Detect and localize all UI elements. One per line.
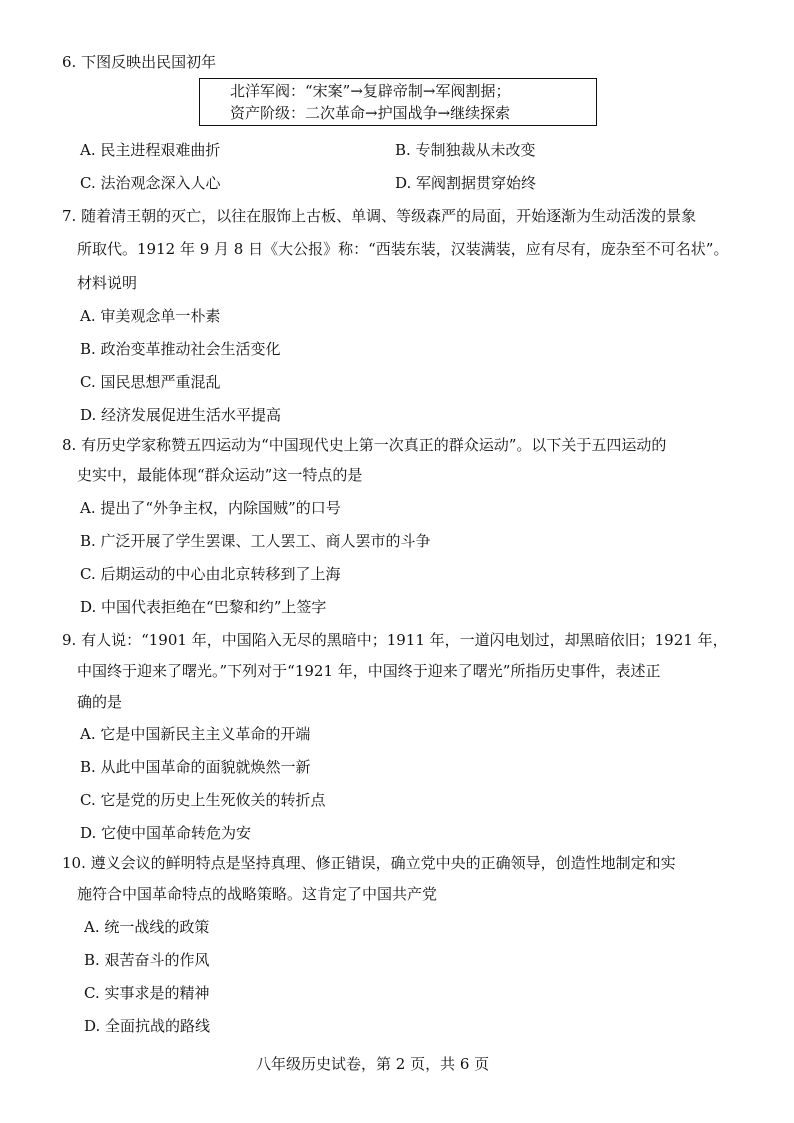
q10-option-c: C. 实事求是的精神 bbox=[84, 984, 210, 1002]
page-footer: 八年级历史试卷，第 2 页，共 6 页 bbox=[256, 1055, 490, 1073]
q6-material-box bbox=[199, 78, 597, 126]
q6-option-c: C. 法治观念深入人心 bbox=[80, 174, 221, 192]
q7-stem-line-1: 7. 随着清王朝的灭亡，以往在服饰上古板、单调、等级森严的局面，开始逐渐为生动活泼的景象 bbox=[62, 207, 697, 225]
q10-option-d: D. 全面抗战的路线 bbox=[84, 1017, 211, 1035]
q9-option-c: C. 它是党的历史上生死攸关的转折点 bbox=[80, 791, 326, 809]
q8-option-d: D. 中国代表拒绝在“巴黎和约”上签字 bbox=[80, 598, 327, 616]
q10-option-b: B. 艰苦奋斗的作风 bbox=[84, 951, 210, 969]
q7-option-b: B. 政治变革推动社会生活变化 bbox=[80, 340, 281, 358]
q7-stem-line-2: 所取代。1912 年 9 月 8 日《大公报》称：“西装东装，汉装满装，应有尽有，庞杂至不可名状”。 bbox=[77, 240, 729, 258]
q8-option-c: C. 后期运动的中心由北京转移到了上海 bbox=[80, 565, 341, 583]
q8-option-b: B. 广泛开展了学生罢课、工人罢工、商人罢市的斗争 bbox=[80, 532, 431, 550]
q7-option-c: C. 国民思想严重混乱 bbox=[80, 373, 221, 391]
q6-stem: 6. 下图反映出民国初年 bbox=[62, 53, 217, 71]
q6-box-line-2: 资产阶级：二次革命→护国战争→继续探索 bbox=[230, 104, 511, 122]
q8-stem-line-2: 史实中，最能体现“群众运动”这一特点的是 bbox=[77, 466, 363, 484]
q9-option-d: D. 它使中国革命转危为安 bbox=[80, 824, 252, 842]
q9-stem-line-1: 9. 有人说：“1901 年，中国陷入无尽的黑暗中；1911 年，一道闪电划过，却黑暗依旧；1921 年， bbox=[62, 631, 728, 649]
q6-option-d: D. 军阀割据贯穿始终 bbox=[395, 174, 537, 192]
q10-stem-line-1: 10. 遵义会议的鲜明特点是坚持真理、修正错误，确立党中央的正确领导，创造性地制定和实 bbox=[62, 854, 676, 872]
q8-stem-line-1: 8. 有历史学家称赞五四运动为“中国现代史上第一次真正的群众运动”。以下关于五四运动的 bbox=[62, 436, 667, 454]
q7-stem-line-3: 材料说明 bbox=[77, 274, 138, 292]
q9-stem-line-2: 中国终于迎来了曙光。”下列对于“1921 年，中国终于迎来了曙光”所指历史事件，表述正 bbox=[77, 662, 661, 680]
q10-option-a: A. 统一战线的政策 bbox=[84, 918, 210, 936]
q9-stem-line-3: 确的是 bbox=[77, 693, 123, 711]
q10-stem-line-2: 施符合中国革命特点的战略策略。这肯定了中国共产党 bbox=[77, 885, 438, 903]
q6-box-line-1: 北洋军阀：“宋案”→复辟帝制→军阀割据； bbox=[230, 82, 511, 100]
q9-option-a: A. 它是中国新民主主义革命的开端 bbox=[80, 725, 311, 743]
q9-option-b: B. 从此中国革命的面貌就焕然一新 bbox=[80, 758, 311, 776]
q7-option-d: D. 经济发展促进生活水平提高 bbox=[80, 406, 282, 424]
q6-option-a: A. 民主进程艰难曲折 bbox=[80, 141, 221, 159]
q7-option-a: A. 审美观念单一朴素 bbox=[80, 307, 221, 325]
q6-option-b: B. 专制独裁从未改变 bbox=[395, 141, 536, 159]
q8-option-a: A. 提出了“外争主权，内除国贼”的口号 bbox=[80, 499, 341, 517]
